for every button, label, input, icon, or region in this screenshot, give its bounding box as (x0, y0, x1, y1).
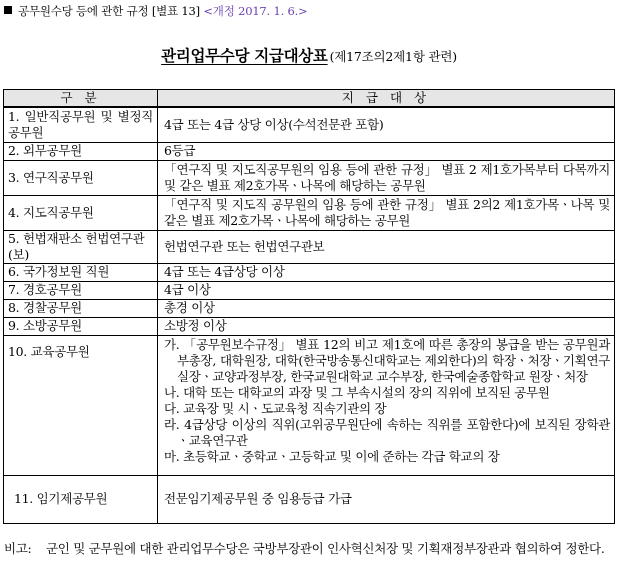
list-item: 다. 교육장 및 시ㆍ도교육청 직속기관의 장 (164, 400, 387, 416)
row-target: 헌법연구관 또는 헌법연구관보 (158, 230, 615, 263)
header-category: 구 분 (4, 90, 158, 108)
footnote (4, 540, 614, 558)
row-category: 8. 경찰공무원 (4, 299, 158, 317)
row-target: 4급 또는 4급 상당 이상(수석전문관 포함) (158, 107, 615, 142)
row-category: 2. 외무공무원 (4, 142, 158, 160)
row-target: 6등급 (158, 142, 615, 160)
row-target (158, 335, 615, 475)
table-row (4, 335, 615, 475)
header-target: 지 급 대 상 (158, 90, 615, 108)
revision-date: <개정 2017. 1. 6.> (203, 4, 308, 18)
table-row (4, 107, 615, 142)
row-category: 7. 경호공무원 (4, 281, 158, 299)
row-category: 6. 국가정보원 직원 (4, 263, 158, 281)
document-title-main: 관리업무수당 지급대상표 (161, 47, 328, 65)
list-item: 나. 대학 또는 대학교의 과장 및 그 부속시설의 장의 직위에 보직된 공무원 (164, 384, 550, 400)
list-item: 마. 초등학교ㆍ중학교ㆍ고등학교 및 이에 준하는 각급 학교의 장 (164, 448, 500, 464)
row-category: 5. 헌법재판소 헌법연구관(보) (4, 230, 158, 263)
black-square-icon (4, 6, 12, 14)
table-row (4, 317, 615, 335)
row-category: 3. 연구직공무원 (4, 160, 158, 195)
table-row (4, 195, 615, 230)
table-row (4, 281, 615, 299)
benefit-target-table (3, 89, 615, 524)
regulation-title: 공무원수당 등에 관한 규정 [별표 13] (18, 4, 200, 18)
document-title-sub: (제17조의2제1항 관련) (329, 49, 457, 64)
row-target: 4급 또는 4급상당 이상 (158, 263, 615, 281)
regulation-header (4, 3, 308, 19)
footnote-label: 비고: (4, 541, 32, 556)
row-category: 11. 임기제공무원 (4, 475, 158, 523)
table-row (4, 263, 615, 281)
table-row (4, 230, 615, 263)
row-target: 총경 이상 (158, 299, 615, 317)
row-target: 4급 이상 (158, 281, 615, 299)
row-target: 소방정 이상 (158, 317, 615, 335)
row-category: 9. 소방공무원 (4, 317, 158, 335)
row-target: 전문임기제공무원 중 임용등급 가급 (158, 475, 615, 523)
table-row (4, 142, 615, 160)
table-row (4, 160, 615, 195)
row-target: 「연구직 및 지도직 공무원의 임용 등에 관한 규정」 별표 2의2 제1호가목ㆍ나목 및 같은 별표 제2호가목ㆍ나목에 해당하는 공무원 (158, 195, 615, 230)
list-item: 가. 「공무원보수규정」 별표 12의 비고 제1호에 따른 총장의 봉급을 받는 공무원과 부총장, 대학원장, 대학(한국방송통신대학교는 제외한다)의 학장ㆍ처장ㆍ기획연구실장ㆍ교양과정부장, 한국교원대학교 교수부장, 한국예술종합학교 원장ㆍ처장 (164, 336, 610, 384)
list-item: 라. 4급상당 이상의 직위(고위공무원단에 속하는 직위를 포함한다)에 보직된 장학관ㆍ교육연구관 (164, 416, 610, 448)
table-header-row (4, 90, 615, 108)
row-target: 「연구직 및 지도직공무원의 임용 등에 관한 규정」 별표 2 제1호가목부터 다목까지 및 같은 별표 제2호가목ㆍ나목에 해당하는 공무원 (158, 160, 615, 195)
row-category: 10. 교육공무원 (4, 335, 158, 475)
table-row (4, 475, 615, 523)
row-category: 1. 일반직공무원 및 별정직공무원 (4, 107, 158, 142)
row-category: 4. 지도직공무원 (4, 195, 158, 230)
footnote-text: 군인 및 군무원에 대한 관리업무수당은 국방부장관이 인사혁신처장 및 기획재정부장관과 협의하여 정한다. (46, 541, 605, 556)
table-row (4, 299, 615, 317)
document-title (0, 44, 618, 66)
